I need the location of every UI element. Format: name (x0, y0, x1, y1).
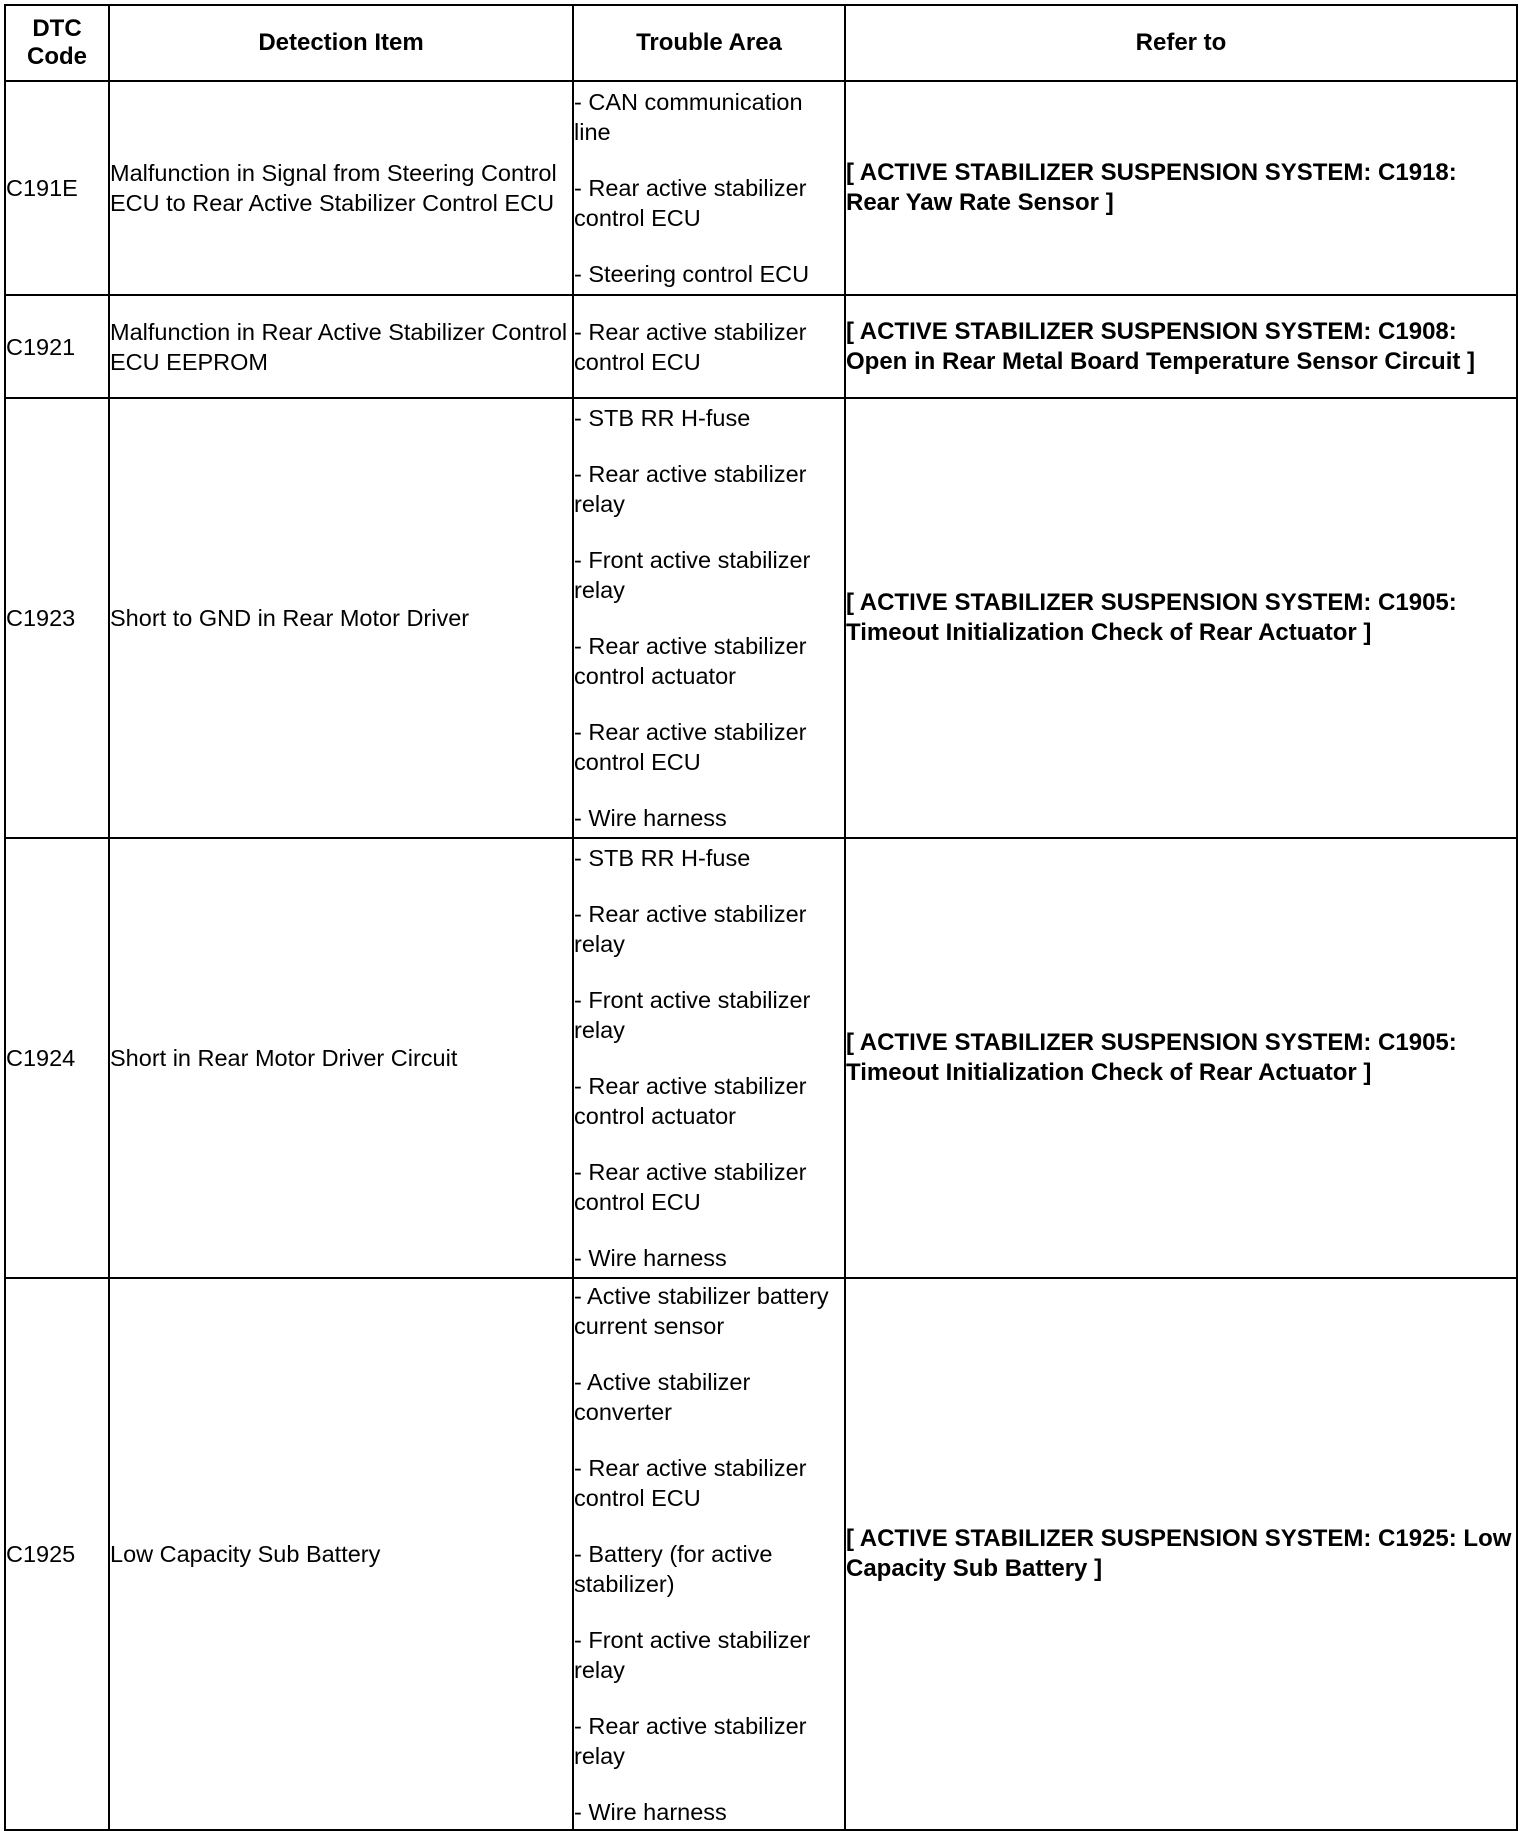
header-trouble-area: Trouble Area (573, 5, 845, 81)
trouble-area-item: - Front active stabilizer relay (574, 547, 811, 603)
refer-to-link[interactable]: [ ACTIVE STABILIZER SUSPENSION SYSTEM: C1905: Timeout Initialization Check of Rear Actuator ] (845, 838, 1517, 1278)
refer-to-link[interactable]: [ ACTIVE STABILIZER SUSPENSION SYSTEM: C1908: Open in Rear Metal Board Temperature Sensor Circuit ] (845, 295, 1517, 398)
trouble-area-item: - Wire harness (574, 1799, 727, 1825)
detection-item-cell: Short in Rear Motor Driver Circuit (109, 838, 573, 1278)
table-row (5, 81, 1517, 295)
trouble-area-item: - Front active stabilizer relay (574, 987, 811, 1043)
trouble-area-item: - Rear active stabilizer control ECU (574, 1455, 807, 1511)
trouble-area-item: - Active stabilizer battery current sensor (574, 1283, 829, 1339)
detection-item-cell: Malfunction in Rear Active Stabilizer Control ECU EEPROM (109, 295, 573, 398)
trouble-area-item: - Battery (for active stabilizer) (574, 1541, 773, 1597)
trouble-area-item: - Rear active stabilizer relay (574, 461, 807, 517)
dtc-code-cell: C191E (5, 81, 109, 295)
header-dtc-code: DTC Code (5, 5, 109, 81)
dtc-code-cell: C1924 (5, 838, 109, 1278)
trouble-area-item: - CAN communication line (574, 89, 803, 145)
trouble-area-cell (573, 295, 845, 398)
trouble-area-cell (573, 398, 845, 838)
table-header-row (5, 5, 1517, 81)
dtc-code-cell: C1925 (5, 1278, 109, 1830)
detection-item-cell: Low Capacity Sub Battery (109, 1278, 573, 1830)
trouble-area-cell (573, 1278, 845, 1830)
table-row (5, 398, 1517, 838)
refer-to-link[interactable]: [ ACTIVE STABILIZER SUSPENSION SYSTEM: C1925: Low Capacity Sub Battery ] (845, 1278, 1517, 1830)
trouble-area-item: - Rear active stabilizer relay (574, 901, 807, 957)
trouble-area-cell (573, 81, 845, 295)
header-refer-to: Refer to (845, 5, 1517, 81)
table-row (5, 1278, 1517, 1830)
trouble-area-item: - Wire harness (574, 805, 727, 831)
trouble-area-item: - STB RR H-fuse (574, 845, 751, 871)
trouble-area-item: - Rear active stabilizer control ECU (574, 175, 807, 231)
trouble-area-item: - Rear active stabilizer relay (574, 1713, 807, 1769)
table-row (5, 295, 1517, 398)
dtc-code-cell: C1923 (5, 398, 109, 838)
trouble-area-item: - Rear active stabilizer control actuator (574, 633, 807, 689)
refer-to-link[interactable]: [ ACTIVE STABILIZER SUSPENSION SYSTEM: C1905: Timeout Initialization Check of Rear Actuator ] (845, 398, 1517, 838)
trouble-area-item: - STB RR H-fuse (574, 405, 751, 431)
header-detection-item: Detection Item (109, 5, 573, 81)
dtc-code-cell: C1921 (5, 295, 109, 398)
trouble-area-item: - Active stabilizer converter (574, 1369, 751, 1425)
refer-to-link[interactable]: [ ACTIVE STABILIZER SUSPENSION SYSTEM: C1918: Rear Yaw Rate Sensor ] (845, 81, 1517, 295)
dtc-table (4, 4, 1518, 1831)
trouble-area-item: - Rear active stabilizer control ECU (574, 318, 807, 375)
trouble-area-cell (573, 838, 845, 1278)
trouble-area-item: - Rear active stabilizer control ECU (574, 719, 807, 775)
trouble-area-item: - Rear active stabilizer control ECU (574, 1159, 807, 1215)
trouble-area-item: - Rear active stabilizer control actuator (574, 1073, 807, 1129)
dtc-table-container (4, 4, 1518, 1831)
table-row (5, 838, 1517, 1278)
detection-item-cell: Malfunction in Signal from Steering Control ECU to Rear Active Stabilizer Control ECU (109, 81, 573, 295)
trouble-area-item: - Steering control ECU (574, 261, 810, 287)
trouble-area-item: - Front active stabilizer relay (574, 1627, 811, 1683)
detection-item-cell: Short to GND in Rear Motor Driver (109, 398, 573, 838)
trouble-area-item: - Wire harness (574, 1245, 727, 1271)
